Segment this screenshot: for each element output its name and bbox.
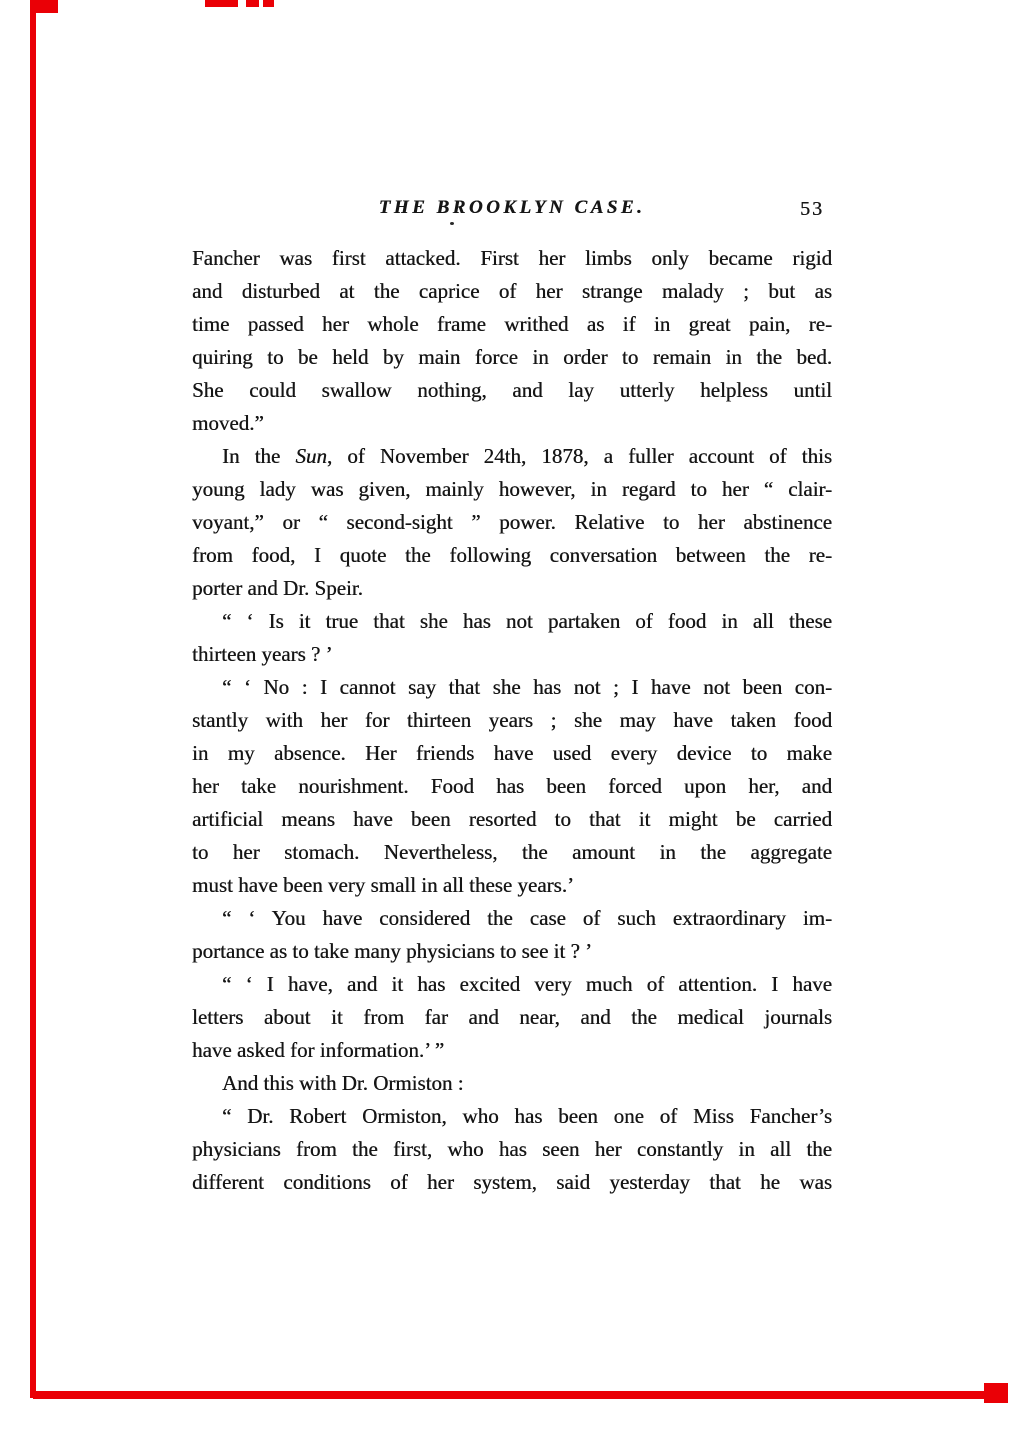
text-line: artificial means have been resorted to that it might be carried [192,807,832,831]
text-line: stantly with her for thirteen years ; she may have taken food [192,708,832,732]
text-line: She could swallow nothing, and lay utterly helpless until [192,378,832,402]
text-line: from food, I quote the following conversation between the re- [192,543,832,567]
text-line: her take nourishment. Food has been forced upon her, and [192,774,832,798]
text-line: “ ‘ You have considered the case of such extraordinary im- [222,906,832,930]
ink-speck [450,222,454,225]
text-line: “ Dr. Robert Ormiston, who has been one of Miss Fancher’s [222,1104,832,1128]
text-line: “ ‘ No : I cannot say that she has not ; I have not been con- [222,675,832,699]
scan-mark-bottom-edge [33,1391,1008,1399]
text-line: different conditions of her system, said yesterday that he was [192,1170,832,1194]
text-line: “ ‘ Is it true that she has not partaken of food in all these [222,609,832,633]
scan-mark-left-edge [30,0,36,1398]
text-line: and disturbed at the caprice of her strange malady ; but as [192,279,832,303]
text-line: voyant,” or “ second-sight ” power. Relative to her abstinence [192,510,832,534]
text-line: must have been very small in all these years.’ [192,873,574,897]
text-line: In the Sun, of November 24th, 1878, a fuller account of this [222,444,832,468]
text-line: “ ‘ I have, and it has excited very much of attention. I have [222,972,832,996]
text-line: Fancher was first attacked. First her limbs only became rigid [192,246,832,270]
body-text [192,242,832,1199]
scan-mark-bottom-right-blob [984,1383,1008,1403]
text-line: quiring to be held by main force in order to remain in the bed. [192,345,832,369]
page-title: THE BROOKLYN CASE. [378,197,646,218]
text-line: portance as to take many physicians to see it ? ’ [192,939,593,963]
text-line: in my absence. Her friends have used every device to make [192,741,832,765]
text-line: physicians from the first, who has seen her constantly in all the [192,1137,832,1161]
scan-mark-top-dash-1 [205,0,238,7]
text-line: to her stomach. Nevertheless, the amount in the aggregate [192,840,832,864]
text-line: porter and Dr. Speir. [192,576,363,600]
text-line: time passed her whole frame writhed as if in great pain, re- [192,312,832,336]
text-line: And this with Dr. Ormiston : [222,1071,464,1095]
text-line: thirteen years ? ’ [192,642,333,666]
text-line: have asked for information.’ ” [192,1038,445,1062]
scan-mark-top-dash-2 [246,0,259,7]
running-header [192,197,832,225]
text-line: young lady was given, mainly however, in regard to her “ clair- [192,477,832,501]
scan-mark-top-left-cap [30,0,58,13]
text-line: moved.” [192,411,264,435]
page-number: 53 [800,198,824,220]
text-line: letters about it from far and near, and the medical journals [192,1005,832,1029]
scan-mark-top-dash-3 [263,0,274,7]
